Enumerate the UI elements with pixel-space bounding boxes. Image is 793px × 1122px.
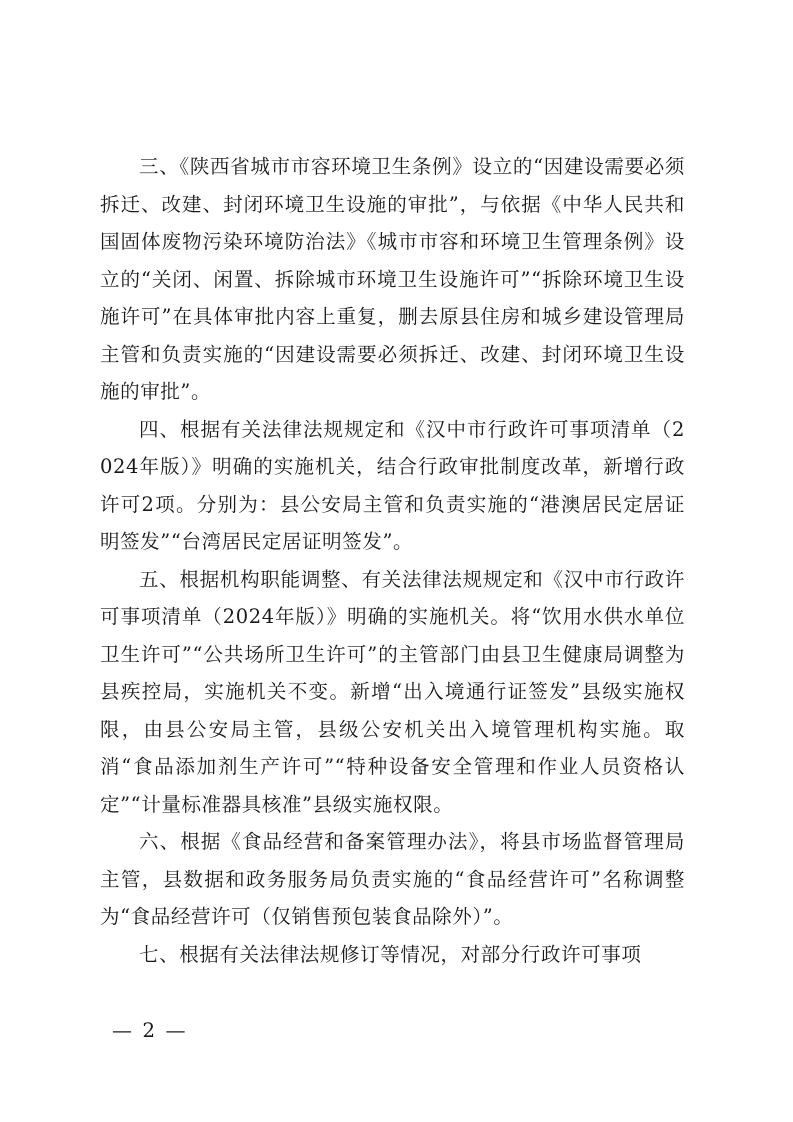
- page-number: — 2 —: [112, 1018, 188, 1042]
- paragraph-section-3: 三、《陕西省城市市容环境卫生条例》设立的“因建设需要必须拆迁、改建、封闭环境卫生设施的审批”，与依据《中华人民共和国固体废物污染环境防治法》《城市市容和环境卫生管理条例》设立的“关闭、闲置、拆除城市环境卫生设施许可”“拆除环境卫生设施许可”在具体审批内容上重复，删去原县住房和城乡建设管理局主管和负责实施的“因建设需要必须拆迁、改建、封闭环境卫生设施的审批”。: [100, 155, 685, 403]
- paragraph-section-5: 五、根据机构职能调整、有关法律法规规定和《汉中市行政许可事项清单（2024年版）》明确的实施机关。将“饮用水供水单位卫生许可”“公共场所卫生许可”的主管部门由县卫生健康局调整为县疾控局，实施机关不变。新增“出入境通行证签发”县级实施权限，由县公安局主管，县级公安机关出入境管理机构实施。取消“食品添加剂生产许可”“特种设备安全管理和作业人员资格认定”“计量标准器具核准”县级实施权限。: [100, 567, 685, 816]
- paragraph-section-4: 四、根据有关法律法规规定和《汉中市行政许可事项清单（2024年版）》明确的实施机关，结合行政审批制度改革，新增行政许可2项。分别为：县公安局主管和负责实施的“港澳居民定居证明签发”“台湾居民定居证明签发”。: [100, 417, 685, 553]
- paragraph-section-6: 六、根据《食品经营和备案管理办法》，将县市场监督管理局主管，县数据和政务服务局负责实施的“食品经营许可”名称调整为“食品经营许可（仅销售预包装食品除外）”。: [100, 830, 685, 928]
- document-body: [100, 148, 685, 973]
- paragraph-section-7: 七、根据有关法律法规修订等情况，对部分行政许可事项: [139, 942, 642, 966]
